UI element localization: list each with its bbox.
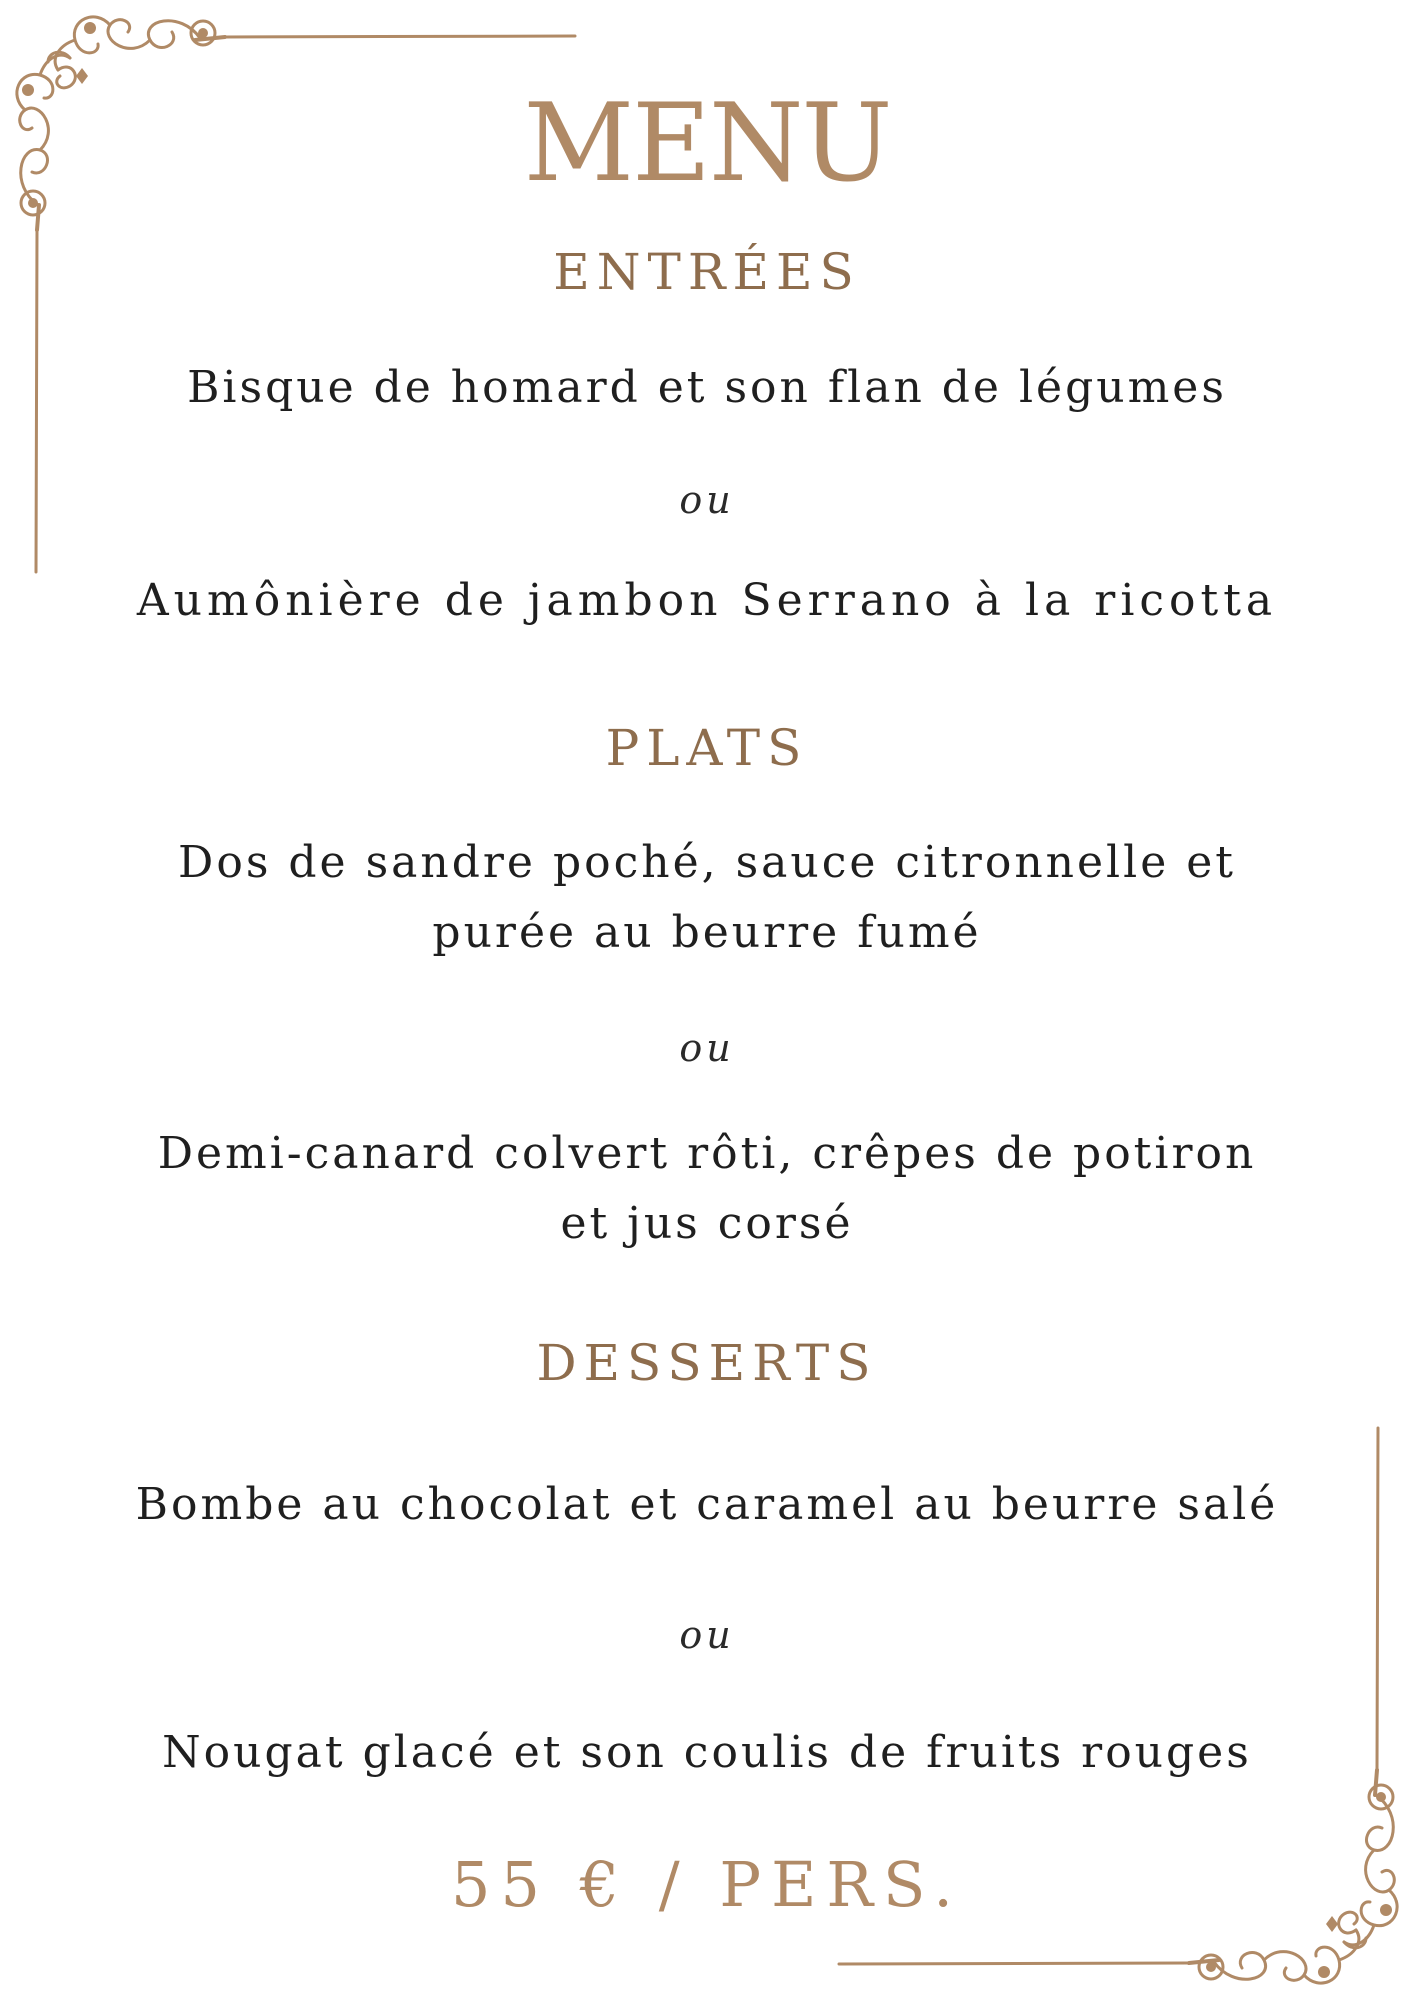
or-separator: ou xyxy=(679,1026,735,1070)
section-heading-plats: PLATS xyxy=(605,719,809,777)
or-separator: ou xyxy=(679,478,735,522)
section-heading-entrees: ENTRÉES xyxy=(553,243,861,301)
price-per-person: 55 € / PERS. xyxy=(451,1848,963,1921)
menu-item-plat-2-line-2: et jus corsé xyxy=(560,1198,854,1249)
menu-item-plat-1-line-2: purée au beurre fumé xyxy=(432,907,982,958)
menu-title: MENU xyxy=(523,81,891,206)
menu-item-entree-2: Aumônière de jambon Serrano à la ricotta xyxy=(136,575,1278,626)
menu-item-plat-2-line-1: Demi-canard colvert rôti, crêpes de potiron xyxy=(157,1128,1257,1179)
menu-item-plat-2 xyxy=(0,1119,1414,1259)
menu-item-plat-1-line-1: Dos de sandre poché, sauce citronnelle et xyxy=(178,837,1236,888)
menu-item-dessert-1: Bombe au chocolat et caramel au beurre salé xyxy=(135,1479,1279,1530)
menu-item-entree-1: Bisque de homard et son flan de légumes xyxy=(187,362,1227,413)
menu-item-plat-1 xyxy=(0,828,1414,968)
menu-item-dessert-2: Nougat glacé et son coulis de fruits rouges xyxy=(162,1727,1252,1778)
section-heading-desserts: DESSERTS xyxy=(536,1334,878,1392)
or-separator: ou xyxy=(679,1613,735,1657)
